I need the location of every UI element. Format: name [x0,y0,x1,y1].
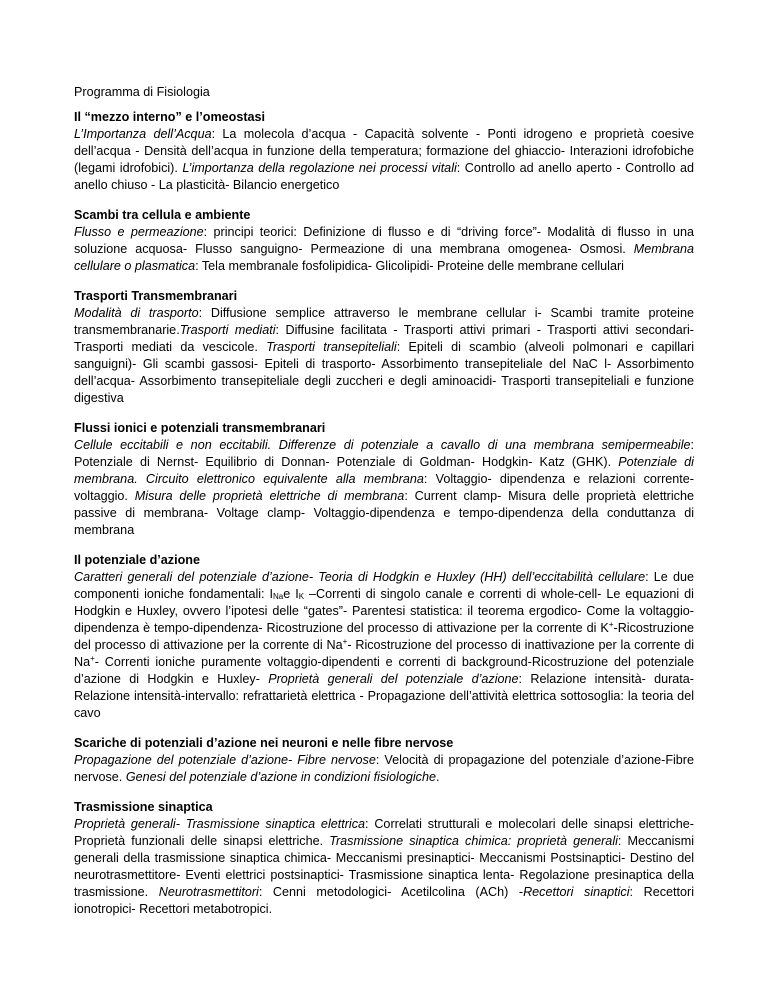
section-heading: Scariche di potenziali d’azione nei neuroni e nelle fibre nervose [74,736,454,750]
document-title: Programma di Fisiologia [74,85,210,99]
text-run: : Cenni metodologici- Acetilcolina (ACh) - [258,885,524,899]
text-run: : Epiteli di scambio (alveoli polmonari e capillari sanguigni)- Gli scambi gassosi- Epiteli di trasporto- Assorbimento transepiteliale del NaC l- Assorbimento dell’acqua- Assorbimento transepiteliale degli zuccheri e degli aminoacidi- Trasporti transepiteliali e funzione digestiva [74,340,694,405]
italic-run: Membrana cellulare o plasmatica [74,242,694,273]
section [74,288,694,407]
section-heading: Scambi tra cellula e ambiente [74,208,251,222]
section-heading: Flussi ionici e potenziali transmembranari [74,421,326,435]
superscript-run: + [342,637,348,646]
italic-run: Proprietà generali- Trasmissione sinaptica elettrica [74,817,366,831]
italic-run: Trasporti mediati [179,323,276,337]
italic-run: Misura delle proprietà elettriche di membrana [134,489,405,503]
section-body [74,752,694,786]
text-run: : La molecola d’acqua - Capacità solvente - Ponti idrogeno e proprietà coesive dell’acqua - Densità dell’acqua in funzione della temperatura; formazione del ghiaccio- Interazioni idrofobiche (legami idrofobici). [74,127,695,175]
section-body [74,126,694,194]
italic-run: Trasporti transepiteliali [266,340,397,354]
text-run: : Controllo ad anello aperto - Controllo ad anello chiuso - La plasticità- Bilancio energetico [74,161,694,192]
text-run: : Correlati strutturali e molecolari delle sinapsi elettriche-Proprietà funzionali delle sinapsi elettriche. [74,817,694,848]
text-run: e I [283,587,299,601]
italic-run: Cellule eccitabili e non eccitabili. Differenze di potenziale a cavallo di una membrana semipermeabile [74,438,691,452]
italic-run: Trasmissione sinaptica chimica: proprietà generali [329,834,618,848]
text-run: : Relazione intensità- durata- Relazione intensità-intervallo: refrattarietà elettrica - Propagazione dell’attività elettrica sottosoglia: la teoria del cavo [74,672,694,720]
text-run: : Recettori ionotropici- Recettori metabotropici. [74,885,694,916]
section-heading: Il “mezzo interno” e l’omeostasi [74,110,266,124]
sections-container [74,109,694,918]
text-run: : Le due componenti ioniche fondamentali: I [74,570,694,601]
superscript-run: + [90,654,95,663]
italic-run: Flusso e permeazione [74,225,204,239]
section [74,109,694,194]
section [74,799,694,918]
text-run: - Ricostruzione del processo di inattivazione per la corrente di Na [74,638,695,669]
section-body [74,305,694,407]
text-run: : Voltaggio- dipendenza e relazioni corrente-voltaggio. [74,472,695,503]
text-run: . [435,770,440,784]
text-run: : Meccanismi generali della trasmissione sinaptica chimica- Meccanismi presinaptici- Meccanismi Postsinaptici- Destino del neurotrasmettitore- Eventi elettrici postsinaptici- Trasmissione sinaptica lenta- Regolazione presinaptica della trasmissione. [74,834,694,899]
italic-run: Neurotrasmettitori [158,885,259,899]
italic-run: Caratteri generali del potenziale d’azione- Teoria di Hodgkin e Huxley (HH) dell’eccitabilità cellulare [74,570,646,584]
section [74,420,694,539]
section [74,552,694,722]
italic-run: Propagazione del potenziale d’azione- Fibre nervose [74,753,376,767]
section [74,735,694,786]
italic-run: L’Importanza dell’Acqua [74,127,212,141]
italic-run: Potenziale di membrana. Circuito elettronico equivalente alla membrana [74,455,694,486]
italic-run: L’importanza della regolazione nei processi vitali [182,161,457,175]
section-heading: Trasmissione sinaptica [74,800,213,814]
text-run: : Potenziale di Nernst- Equilibrio di Donnan- Potenziale di Goldman- Hodgkin- Katz (GHK). [74,438,694,469]
italic-run: Proprietà generali del potenziale d’azione [268,672,519,686]
section [74,207,694,275]
italic-run: Modalità di trasporto [74,306,199,320]
text-run: - Correnti ioniche puramente voltaggio-dipendenti e correnti di background-Ricostruzione del potenziale d’azione di Hodgkin e Huxley- [74,655,694,686]
section-body [74,816,694,918]
text-run: : principi teorici: Definizione di flusso e di “driving force”- Modalità di flusso in una soluzione acquosa- Flusso sanguigno- Permeazione di una membrana omogenea- Osmosi. [74,225,694,256]
italic-run: Genesi del potenziale d’azione in condizioni fisiologiche [125,770,436,784]
text-run: –Correnti di singolo canale e correnti di whole-cell- Le equazioni di Hodgkin e Huxley, ovvero l’ipotesi delle “gates”- Parentesi statistica: il teorema ergodico- Come la voltaggio-dipendenza è tempo-dipendenza- Ricostruzione del processo di attivazione per la corrente di K [74,587,694,635]
subscript-run: K [298,592,305,601]
subscript-run: Na [273,592,284,601]
superscript-run: + [608,620,614,629]
italic-run: Recettori sinaptici [523,885,630,899]
section-heading: Trasporti Transmembranari [74,289,238,303]
text-run: : Diffusione semplice attraverso le membrane cellular i- Scambi tramite proteine transmembranarie. [74,306,694,337]
section-body [74,224,694,275]
text-run: : Current clamp- Misura delle proprietà elettriche passive di membrana- Voltage clamp- Voltaggio-dipendenza e tempo-dipendenza della conduttanza di membrana [74,489,694,537]
text-run: : Velocità di propagazione del potenziale d’azione-Fibre nervose. [74,753,695,784]
text-run: -Ricostruzione del processo di attivazione per la corrente di Na [74,621,694,652]
section-heading: Il potenziale d’azione [74,553,200,567]
text-run: : Tela membranale fosfolipidica- Glicolipidi- Proteine delle membrane cellulari [195,259,624,273]
section-body [74,569,694,722]
section-body [74,437,694,539]
text-run: : Diffusine facilitata - Trasporti attivi primari - Trasporti attivi secondari-Trasporti mediati da vescicole. [74,323,694,354]
